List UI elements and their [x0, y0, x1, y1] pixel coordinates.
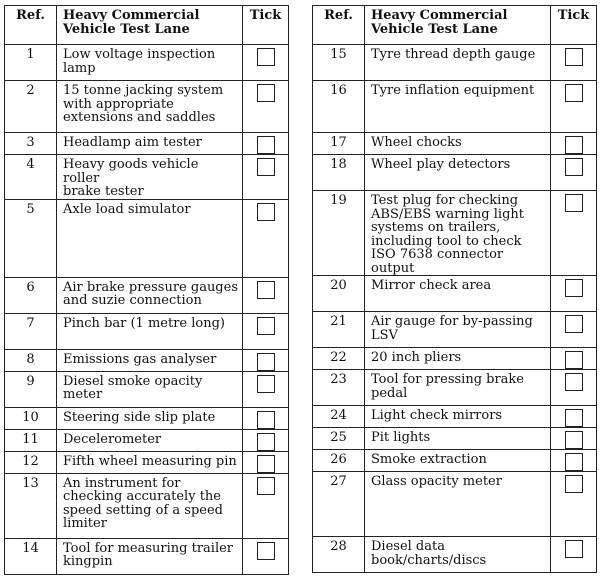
tick-cell — [243, 371, 289, 407]
table-header-row — [313, 6, 597, 45]
equipment-line: Light check mirrors — [371, 408, 503, 423]
tick-checkbox[interactable] — [565, 431, 583, 449]
equipment-line: Low voltage inspection — [63, 47, 216, 62]
ref-cell: 7 — [5, 313, 57, 349]
equipment-cell — [57, 371, 243, 407]
equipment-cell — [57, 451, 243, 473]
ref-cell: 9 — [5, 371, 57, 407]
ref-cell: 23 — [313, 370, 365, 406]
equipment-line: Tool for measuring trailer — [63, 540, 234, 556]
tick-checkbox[interactable] — [257, 455, 275, 473]
equipment-line: Emissions gas analyser — [63, 351, 217, 367]
ref-cell: 20 — [313, 276, 365, 312]
lane-header-line1: Heavy Commercial — [63, 8, 200, 23]
equipment-cell — [365, 537, 551, 573]
equipment-line: Glass opacity meter — [371, 474, 502, 489]
table-row — [5, 313, 289, 349]
ref-cell: 10 — [5, 407, 57, 429]
equipment-line: meter — [63, 387, 103, 402]
tick-cell — [243, 451, 289, 473]
equipment-line: Steering side slip plate — [63, 409, 216, 425]
lane-header-line1: Heavy Commercial — [371, 8, 508, 23]
ref-cell: 28 — [313, 537, 365, 573]
equipment-line: kingpin — [63, 554, 113, 569]
tick-cell — [243, 313, 289, 349]
tick-cell — [243, 81, 289, 133]
equipment-cell — [365, 472, 551, 537]
equipment-line: ABS/EBS warning light — [371, 206, 524, 222]
equipment-line: Diesel smoke opacity — [63, 373, 203, 389]
equipment-line: Wheel play detectors — [371, 157, 511, 172]
equipment-cell — [365, 406, 551, 428]
tick-checkbox[interactable] — [565, 315, 583, 333]
lane-header — [365, 6, 551, 45]
ref-cell: 27 — [313, 472, 365, 537]
equipment-cell — [365, 155, 551, 191]
tick-checkbox[interactable] — [565, 540, 583, 558]
ref-cell: 16 — [313, 81, 365, 133]
equipment-line: Tyre inflation equipment — [371, 83, 535, 98]
tick-cell — [243, 199, 289, 277]
equipment-cell — [57, 349, 243, 371]
ref-cell: 18 — [313, 155, 365, 191]
ref-cell: 5 — [5, 199, 57, 277]
equipment-line: checking accurately the — [63, 489, 221, 504]
ref-cell: 22 — [313, 348, 365, 370]
tick-checkbox[interactable] — [257, 542, 275, 560]
table-row — [313, 312, 597, 348]
equipment-cell — [57, 313, 243, 349]
equipment-line: speed setting of a speed — [63, 502, 223, 518]
table-row — [313, 276, 597, 312]
lane-header — [57, 6, 243, 45]
equipment-line: limiter — [63, 516, 107, 531]
table-row — [313, 428, 597, 450]
equipment-line: with appropriate — [63, 96, 174, 112]
equipment-line: Wheel chocks — [371, 135, 462, 150]
table-row — [313, 537, 597, 573]
ref-cell: 4 — [5, 155, 57, 200]
table-row — [313, 348, 597, 370]
equipment-line: LSV — [371, 327, 398, 343]
tick-checkbox[interactable] — [257, 84, 275, 102]
table-row — [5, 473, 289, 538]
equipment-line: lamp — [63, 60, 96, 76]
tick-checkbox[interactable] — [257, 136, 275, 154]
equipment-line: 15 tonne jacking system — [63, 83, 224, 98]
tick-checkbox[interactable] — [257, 317, 275, 335]
table-row — [313, 370, 597, 406]
tick-cell — [551, 370, 597, 406]
equipment-line: Decelerometer — [63, 431, 162, 447]
equipment-line: Pinch bar (1 metre long) — [63, 315, 225, 331]
tick-cell — [551, 276, 597, 312]
ref-cell: 21 — [313, 312, 365, 348]
equipment-line: Test plug for checking — [371, 193, 519, 208]
ref-cell: 14 — [5, 538, 57, 574]
ref-cell: 12 — [5, 451, 57, 473]
ref-header: Ref. — [313, 6, 365, 45]
tick-checkbox[interactable] — [565, 84, 583, 102]
tick-checkbox[interactable] — [565, 373, 583, 391]
equipment-cell — [57, 473, 243, 538]
equipment-cell — [57, 199, 243, 277]
equipment-cell — [57, 538, 243, 574]
ref-cell: 17 — [313, 133, 365, 155]
tick-checkbox[interactable] — [257, 477, 275, 495]
table-row — [5, 277, 289, 313]
ref-cell: 1 — [5, 45, 57, 81]
tick-cell — [551, 537, 597, 573]
tick-cell — [551, 450, 597, 472]
equipment-cell — [365, 45, 551, 81]
tick-cell — [551, 81, 597, 133]
equipment-line: including tool to check — [371, 233, 522, 249]
equipment-line: Heavy goods vehicle roller — [63, 157, 199, 186]
tick-cell — [243, 45, 289, 81]
tick-cell — [551, 133, 597, 155]
tick-cell — [551, 428, 597, 450]
lane-header-line2: Vehicle Test Lane — [371, 21, 498, 37]
ref-cell: 3 — [5, 133, 57, 155]
equipment-line: ISO 7638 connector output — [371, 247, 504, 276]
tick-checkbox[interactable] — [565, 48, 583, 66]
table-row — [5, 371, 289, 407]
equipment-cell — [365, 450, 551, 472]
table-row — [5, 451, 289, 473]
table-row — [5, 133, 289, 155]
ref-cell: 19 — [313, 191, 365, 276]
tick-cell — [551, 312, 597, 348]
equipment-line: 20 inch pliers — [371, 350, 462, 365]
equipment-cell — [365, 191, 551, 276]
tick-checkbox[interactable] — [257, 48, 275, 66]
equipment-cell — [365, 348, 551, 370]
tick-checkbox[interactable] — [257, 353, 275, 371]
equipment-line: Air brake pressure gauges — [63, 279, 238, 295]
equipment-line: Smoke extraction — [371, 452, 487, 467]
tick-cell — [243, 349, 289, 371]
tick-cell — [243, 473, 289, 538]
ref-cell: 8 — [5, 349, 57, 371]
ref-cell: 11 — [5, 429, 57, 451]
table-row — [313, 472, 597, 537]
table-row — [5, 429, 289, 451]
ref-header: Ref. — [5, 6, 57, 45]
equipment-line: pedal — [371, 385, 408, 401]
tick-checkbox[interactable] — [565, 475, 583, 493]
ref-cell: 6 — [5, 277, 57, 313]
tick-checkbox[interactable] — [257, 203, 275, 221]
tick-cell — [551, 406, 597, 428]
equipment-cell — [365, 312, 551, 348]
equipment-cell — [365, 81, 551, 133]
tick-checkbox[interactable] — [565, 453, 583, 471]
test-lane-table-left — [4, 5, 289, 575]
table-row — [313, 450, 597, 472]
tick-cell — [243, 155, 289, 200]
test-lane-table-right — [312, 5, 597, 573]
table-row — [5, 45, 289, 81]
equipment-line: Headlamp aim tester — [63, 135, 202, 150]
equipment-cell — [57, 407, 243, 429]
tick-header: Tick — [243, 6, 289, 45]
lane-header-line2: Vehicle Test Lane — [63, 21, 190, 37]
tick-cell — [243, 407, 289, 429]
table-row — [313, 191, 597, 276]
table-row — [5, 407, 289, 429]
ref-cell: 15 — [313, 45, 365, 81]
table-row — [5, 538, 289, 574]
tick-checkbox[interactable] — [257, 433, 275, 451]
equipment-line: Diesel data — [371, 539, 445, 554]
tick-checkbox[interactable] — [565, 409, 583, 427]
ref-cell: 24 — [313, 406, 365, 428]
table-row — [313, 45, 597, 81]
tick-checkbox[interactable] — [257, 158, 275, 176]
equipment-cell — [57, 277, 243, 313]
tick-checkbox[interactable] — [565, 351, 583, 369]
tick-cell — [551, 45, 597, 81]
table-row — [5, 155, 289, 200]
ref-cell: 25 — [313, 428, 365, 450]
tick-cell — [243, 277, 289, 313]
ref-cell: 26 — [313, 450, 365, 472]
table-row — [5, 81, 289, 133]
equipment-line: and suzie connection — [63, 293, 202, 308]
tick-cell — [243, 133, 289, 155]
table-row — [313, 81, 597, 133]
tick-cell — [551, 348, 597, 370]
equipment-cell — [365, 133, 551, 155]
table-row — [313, 133, 597, 155]
equipment-line: brake tester — [63, 184, 144, 199]
tick-checkbox[interactable] — [565, 158, 583, 176]
equipment-line: An instrument for — [63, 475, 181, 491]
tick-checkbox[interactable] — [565, 194, 583, 212]
tick-cell — [551, 472, 597, 537]
equipment-cell — [57, 45, 243, 81]
table-row — [5, 199, 289, 277]
equipment-line: Fifth wheel measuring pin — [63, 453, 237, 469]
equipment-line: systems on trailers, — [371, 220, 501, 235]
tick-cell — [551, 191, 597, 276]
equipment-cell — [57, 81, 243, 133]
equipment-line: Axle load simulator — [63, 201, 191, 217]
equipment-line: extensions and saddles — [63, 110, 216, 125]
equipment-cell — [57, 155, 243, 200]
table-row — [313, 155, 597, 191]
equipment-cell — [57, 133, 243, 155]
equipment-cell — [365, 428, 551, 450]
tick-checkbox[interactable] — [257, 281, 275, 299]
tick-checkbox[interactable] — [257, 411, 275, 429]
equipment-cell — [57, 429, 243, 451]
equipment-line: Air gauge for by-passing — [371, 314, 533, 329]
tick-cell — [551, 155, 597, 191]
equipment-cell — [365, 370, 551, 406]
equipment-line: book/charts/discs — [371, 552, 487, 568]
tick-cell — [243, 429, 289, 451]
tick-checkbox[interactable] — [565, 136, 583, 154]
equipment-cell — [365, 276, 551, 312]
tick-checkbox[interactable] — [257, 375, 275, 393]
equipment-line: Mirror check area — [371, 278, 492, 293]
table-row — [5, 349, 289, 371]
ref-cell: 2 — [5, 81, 57, 133]
table-row — [313, 406, 597, 428]
table-header-row — [5, 6, 289, 45]
equipment-line: Tyre thread depth gauge — [371, 47, 536, 62]
equipment-line: Pit lights — [371, 430, 431, 445]
tick-checkbox[interactable] — [565, 279, 583, 297]
ref-cell: 13 — [5, 473, 57, 538]
tick-cell — [243, 538, 289, 574]
equipment-line: Tool for pressing brake — [371, 372, 525, 387]
tick-header: Tick — [551, 6, 597, 45]
